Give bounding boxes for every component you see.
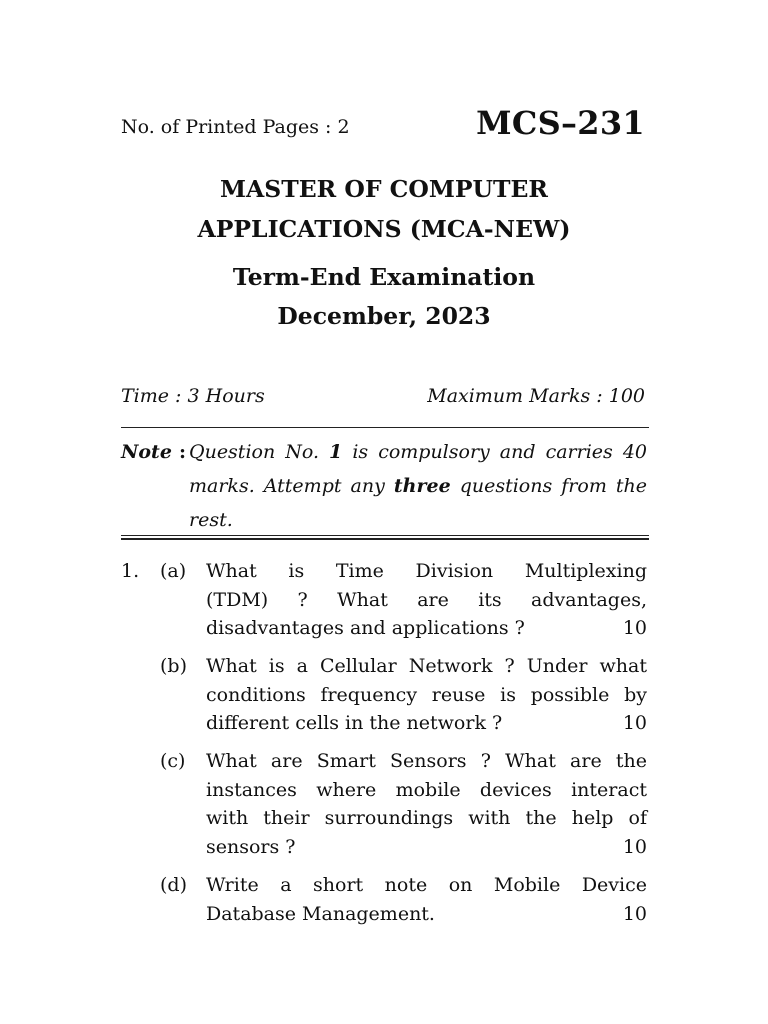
question-line: What is Time Division Multiplexing bbox=[206, 560, 647, 582]
question-text bbox=[206, 871, 647, 928]
double-divider-rule bbox=[121, 535, 649, 540]
question-line bbox=[206, 614, 647, 643]
header-row bbox=[121, 104, 647, 148]
printed-pages-count: No. of Printed Pages : 2 bbox=[121, 116, 350, 138]
question-marks: 10 bbox=[622, 617, 647, 639]
question-line-text: different cells in the network ? bbox=[206, 712, 503, 734]
question-line: (TDM) ? What are its advantages, bbox=[206, 588, 647, 611]
question-line: Write a short note on Mobile Device bbox=[206, 874, 647, 896]
question-number: 1. bbox=[121, 560, 140, 582]
note-text-bold: three bbox=[393, 475, 451, 497]
paper-code: MCS–231 bbox=[476, 104, 645, 142]
question-line: with their surroundings with the help of bbox=[206, 807, 647, 829]
question-text bbox=[206, 557, 647, 643]
question-marks: 10 bbox=[622, 835, 647, 858]
note-colon: : bbox=[179, 441, 187, 463]
question-line bbox=[206, 709, 647, 738]
maximum-marks: Maximum Marks : 100 bbox=[427, 385, 645, 407]
question-line: What is a Cellular Network ? Under what bbox=[206, 655, 647, 677]
question-line bbox=[206, 900, 647, 929]
question-text bbox=[206, 747, 647, 861]
question-line: What are Smart Sensors ? What are the bbox=[206, 750, 647, 772]
note-label: Note bbox=[121, 441, 172, 463]
question-marks: 10 bbox=[622, 712, 647, 734]
note-text-part: is compulsory and carries 40 marks. Attempt any bbox=[189, 441, 647, 497]
note-text-part: Question No. bbox=[189, 441, 330, 463]
question-line: conditions frequency reuse is possible by bbox=[206, 683, 647, 706]
question-part-label: (d) bbox=[160, 874, 187, 896]
question-marks: 10 bbox=[622, 902, 647, 925]
note-text bbox=[189, 435, 647, 537]
note-text-part: questions from the rest. bbox=[189, 475, 647, 531]
question-part-label: (c) bbox=[160, 750, 186, 772]
question-line: instances where mobile devices interact bbox=[206, 778, 647, 801]
question-line-text: disadvantages and applications ? bbox=[206, 617, 525, 639]
question-text bbox=[206, 652, 647, 738]
exam-name: Term-End Examination bbox=[232, 263, 536, 291]
question-line-text: sensors ? bbox=[206, 835, 296, 858]
divider-rule bbox=[121, 427, 649, 428]
question-part-label: (b) bbox=[160, 655, 187, 677]
question-line bbox=[206, 833, 647, 862]
question-part-label: (a) bbox=[160, 560, 187, 582]
question-line-text: Database Management. bbox=[206, 902, 435, 925]
programme-title-line-2: APPLICATIONS (MCA-NEW) bbox=[197, 215, 571, 243]
exam-session: December, 2023 bbox=[277, 302, 491, 330]
programme-title-line-1: MASTER OF COMPUTER bbox=[220, 175, 548, 203]
note-text-bold: 1 bbox=[329, 441, 343, 463]
time-allowed: Time : 3 Hours bbox=[121, 385, 265, 407]
